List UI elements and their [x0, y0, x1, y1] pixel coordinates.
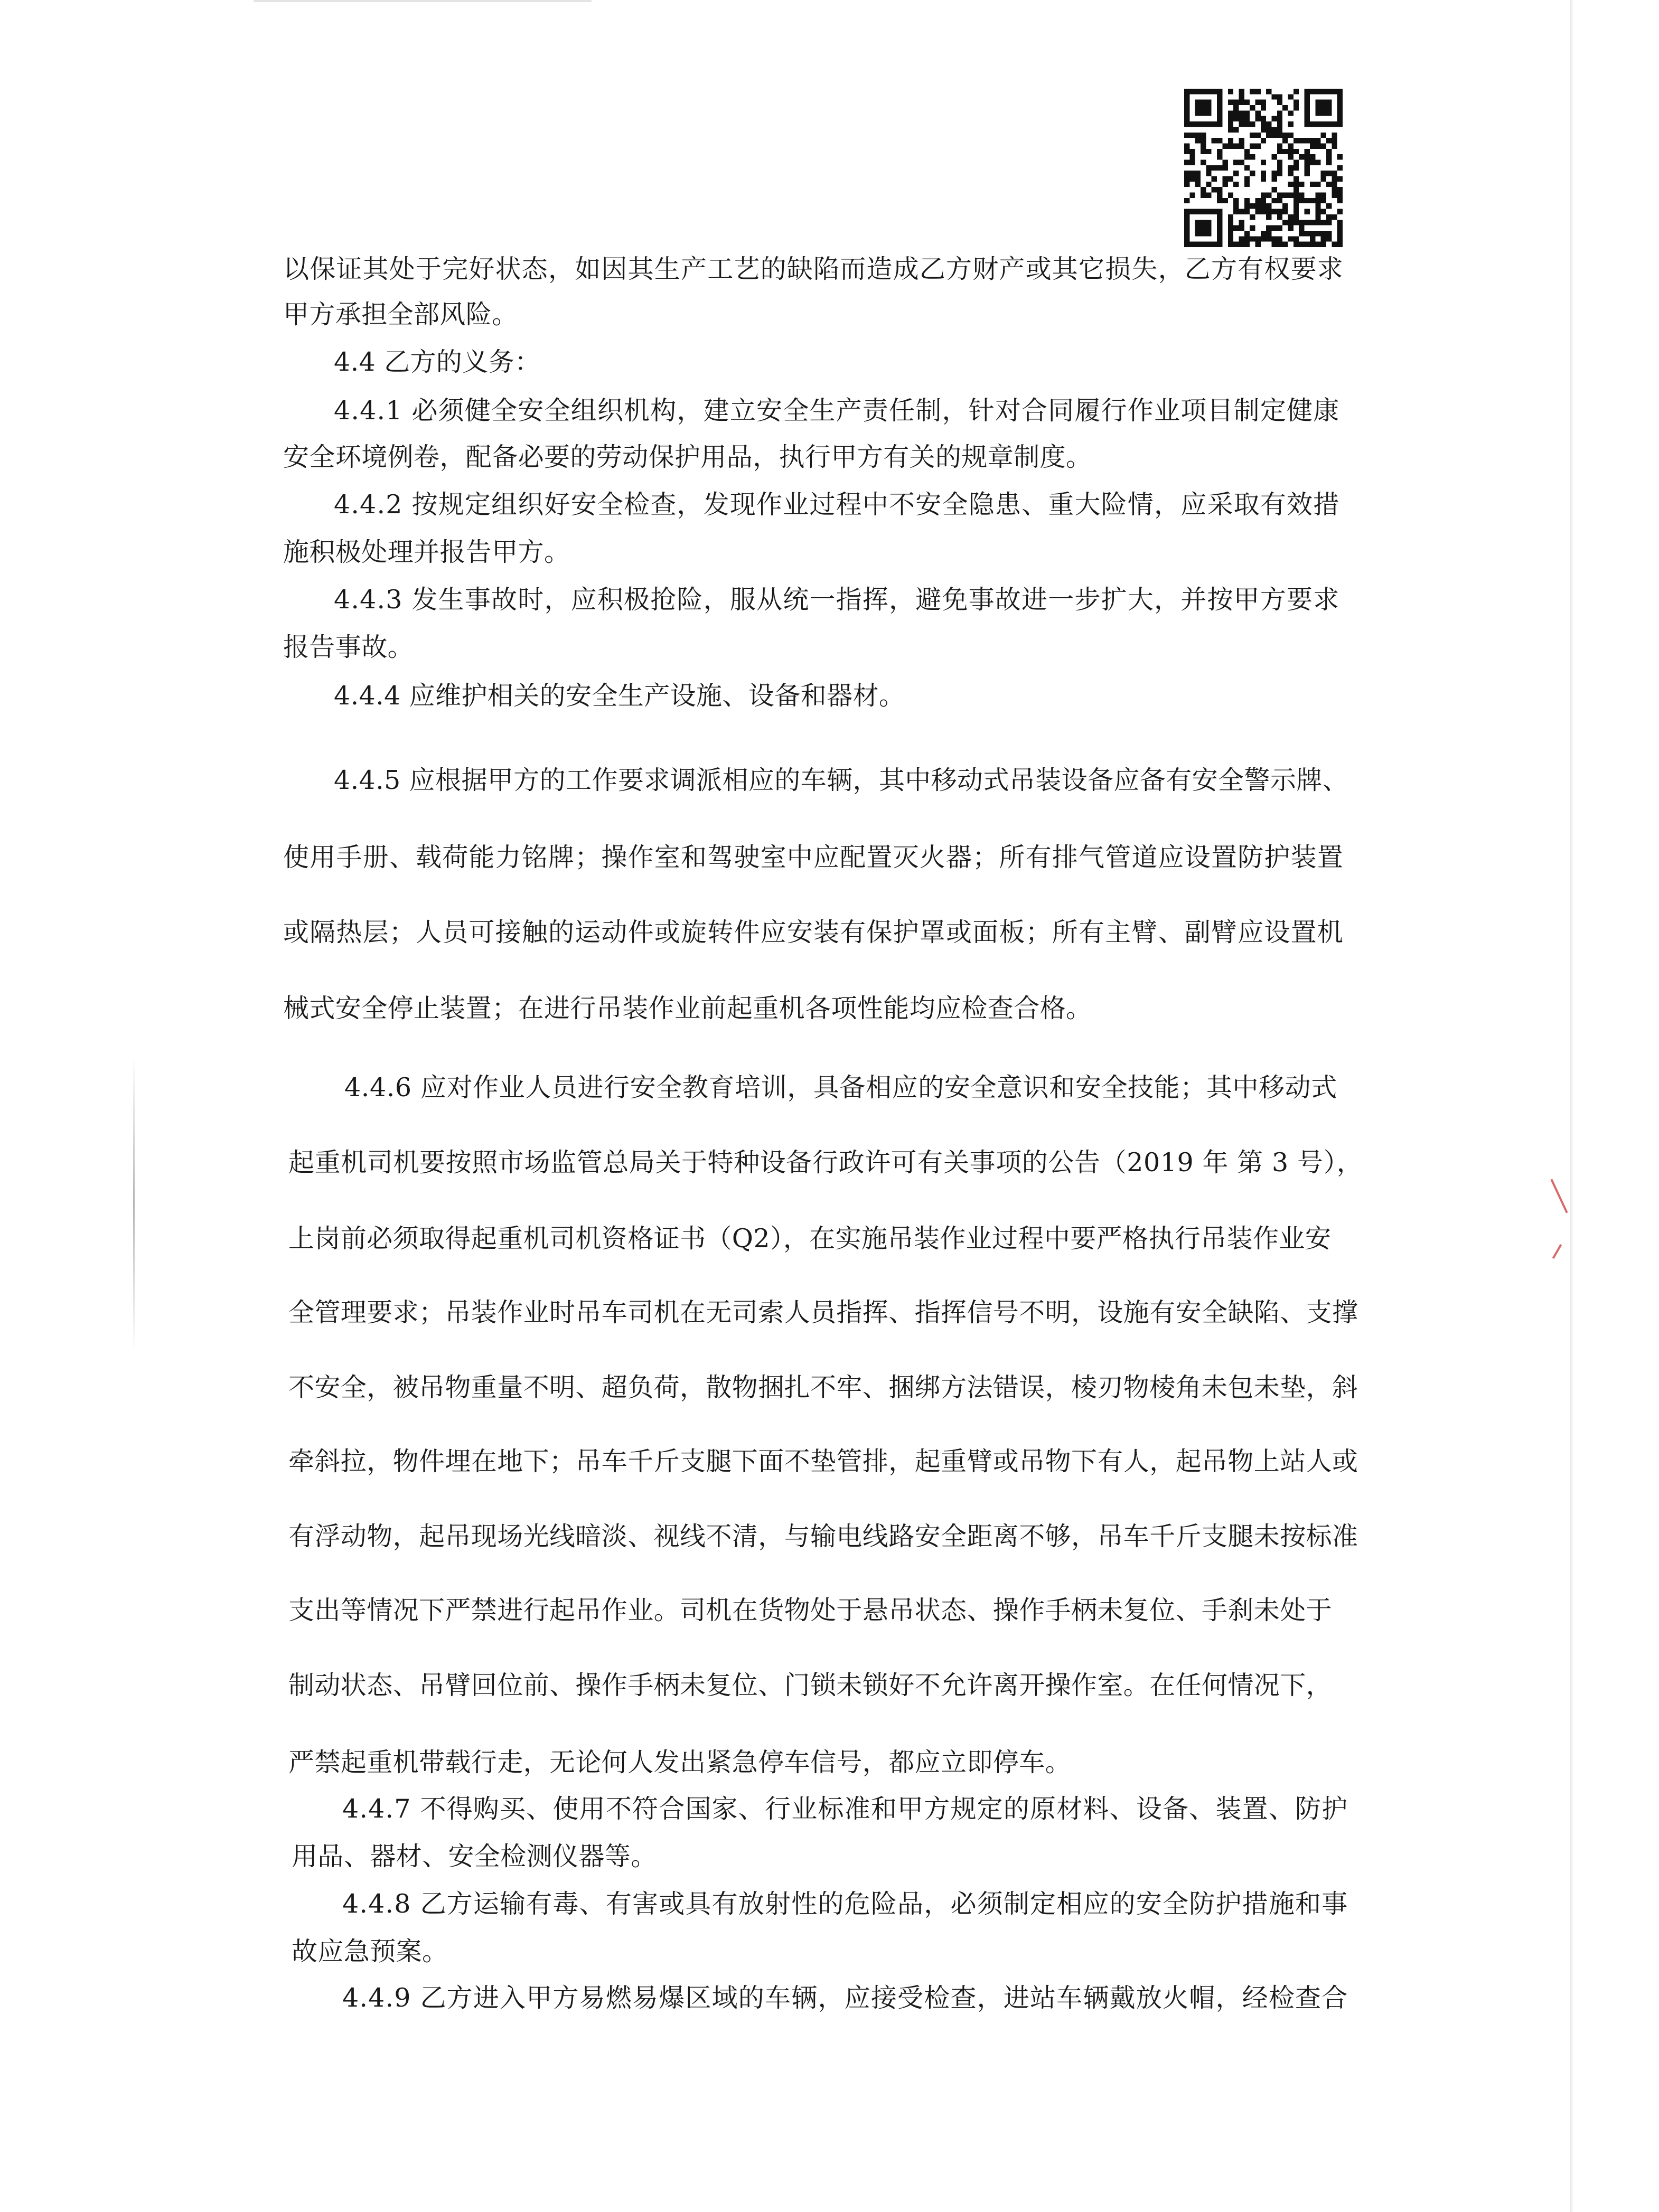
qr-code: [1184, 89, 1343, 247]
text-line: 4.4.4 应维护相关的安全生产设施、设备和器材。: [334, 681, 905, 711]
text-line: 以保证其处于完好状态，如因其生产工艺的缺陷而造成乙方财产或其它损失，乙方有权要求: [283, 254, 1344, 284]
text-line: 4.4.2 按规定组织好安全检查，发现作业过程中不安全隐患、重大险情，应采取有效措: [334, 490, 1340, 520]
text-line: 4.4.6 应对作业人员进行安全教育培训，具备相应的安全意识和安全技能；其中移动式: [344, 1072, 1337, 1103]
text-line: 起重机司机要按照市场监管总局关于特种设备行政许可有关事项的公告（2019 年 第 3 号），: [288, 1147, 1363, 1178]
text-line: 上岗前必须取得起重机司机资格证书（Q2），在实施吊装作业过程中要严格执行吊装作业安: [288, 1223, 1332, 1254]
text-line: 牵斜拉，物件埋在地下；吊车千斤支腿下面不垫管排，起重臂或吊物下有人，起吊物上站人或: [288, 1446, 1358, 1476]
scan-top-edge: [254, 0, 592, 2]
section-heading: 4.4 乙方的义务：: [334, 347, 541, 377]
text-line: 严禁起重机带载行走，无论何人发出紧急停车信号，都应立即停车。: [288, 1747, 1072, 1777]
text-line: 4.4.9 乙方进入甲方易燃易爆区域的车辆，应接受检查，进站车辆戴放火帽，经检查合: [342, 1983, 1348, 2013]
text-line: 故应急预案。: [292, 1936, 448, 1966]
text-line: 4.4.8 乙方运输有毒、有害或具有放射性的危险品，必须制定相应的安全防护措施和事: [342, 1889, 1348, 1919]
text-line: 甲方承担全部风险。: [283, 299, 518, 330]
red-seal-mark: [1552, 1244, 1562, 1259]
text-line: 施积极处理并报告甲方。: [283, 537, 570, 567]
text-line: 4.4.5 应根据甲方的工作要求调派相应的车辆，其中移动式吊装设备应备有安全警示牌、: [334, 765, 1349, 795]
text-line: 支出等情况下严禁进行起吊作业。司机在货物处于悬吊状态、操作手柄未复位、手刹未处于: [288, 1595, 1333, 1625]
text-line: 用品、器材、安全检测仪器等。: [292, 1841, 657, 1871]
scan-left-mark: [133, 1056, 135, 1352]
text-line: 4.4.1 必须健全安全组织机构，建立安全生产责任制，针对合同履行作业项目制定健康: [334, 396, 1340, 426]
text-line: 全管理要求；吊装作业时吊车司机在无司索人员指挥、指挥信号不明，设施有安全缺陷、支撑: [288, 1297, 1358, 1328]
text-line: 4.4.7 不得购买、使用不符合国家、行业标准和甲方规定的原材料、设备、装置、防护: [342, 1794, 1348, 1824]
text-line: 报告事故。: [283, 632, 414, 662]
text-line: 制动状态、吊臂回位前、操作手柄未复位、门锁未锁好不允许离开操作室。在任何情况下，: [288, 1670, 1333, 1700]
text-line: 或隔热层；人员可接触的运动件或旋转件应安装有保护罩或面板；所有主臂、副臂应设置机: [283, 917, 1344, 947]
text-line: 使用手册、载荷能力铭牌；操作室和驾驶室中应配置灭火器；所有排气管道应设置防护装置: [283, 842, 1344, 872]
text-line: 械式安全停止装置；在进行吊装作业前起重机各项性能均应检查合格。: [283, 993, 1092, 1023]
text-line: 有浮动物，起吊现场光线暗淡、视线不清，与输电线路安全距离不够，吊车千斤支腿未按标准: [288, 1521, 1358, 1551]
scan-right-edge: [1570, 0, 1573, 2212]
text-line: 安全环境例卷，配备必要的劳动保护用品，执行甲方有关的规章制度。: [283, 442, 1092, 472]
text-line: 不安全，被吊物重量不明、超负荷，散物捆扎不牢、捆绑方法错误，棱刃物棱角未包未垫，斜: [288, 1372, 1358, 1402]
red-seal-mark: [1550, 1179, 1568, 1213]
text-line: 4.4.3 发生事故时，应积极抢险，服从统一指挥，避免事故进一步扩大，并按甲方要求: [334, 585, 1340, 615]
